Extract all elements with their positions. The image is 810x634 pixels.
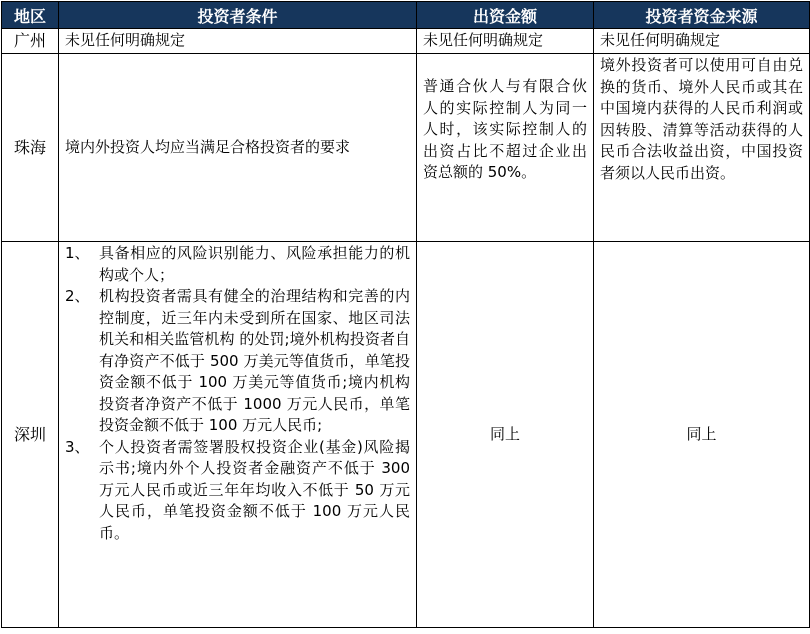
conditions-cell: 未见任何明确规定 [59, 29, 417, 54]
conditions-cell [59, 242, 417, 628]
amount-cell: 同上 [417, 242, 594, 628]
list-item-text: 机构投资者需具有健全的治理结构和完善的内控制度，近三年内未受到所在国家、地区司法机关和相关监管机构 的处罚;境外机构投资者自有净资产不低于 500 万美元等值货币，单笔投资金额不低于 100 万美元等值货币;境内机构投资者净资产不低于 1000 万元人民币，单笔投资金额不低于 100 万元人民币; [99, 287, 410, 434]
list-item-text: 具备相应的风险识别能力、风险承担能力的机构或个人； [99, 244, 410, 284]
header-contribution-amount: 出资金额 [417, 2, 594, 29]
region-cell: 广州 [2, 29, 59, 54]
conditions-cell: 境内外投资人均应当满足合格投资者的要求 [59, 54, 417, 242]
table-row [2, 29, 810, 54]
list-item [65, 437, 410, 545]
table-header-row [2, 2, 810, 29]
amount-cell: 普通合伙人与有限合伙人的实际控制人为同一人时，该实际控制人的出资占比不超过企业出资总额的 50%。 [417, 54, 594, 242]
source-cell: 同上 [594, 242, 810, 628]
amount-cell: 未见任何明确规定 [417, 29, 594, 54]
table-row [2, 54, 810, 242]
source-cell: 境外投资者可以使用可自由兑换的货币、境外人民币或其在中国境内获得的人民币利润或因转股、清算等活动获得的人民币合法收益出资，中国投资者须以人民币出资。 [594, 54, 810, 242]
header-region: 地区 [2, 2, 59, 29]
region-cell: 深圳 [2, 242, 59, 628]
source-cell: 未见任何明确规定 [594, 29, 810, 54]
table-row [2, 242, 810, 628]
header-investor-conditions: 投资者条件 [59, 2, 417, 29]
investor-requirements-table [1, 1, 810, 628]
list-item-text: 个人投资者需签署股权投资企业(基金)风险揭示书;境内外个人投资者金融资产不低于 300 万元人民币或近三年年均收入不低于 50 万元人民币，单笔投资金额不低于 100 万元人民币。 [99, 437, 410, 542]
conditions-list [65, 243, 410, 544]
region-cell: 珠海 [2, 54, 59, 242]
list-item-number: 2、 [65, 287, 90, 305]
list-item-number: 3、 [65, 437, 90, 456]
list-item [65, 243, 410, 286]
list-item [65, 286, 410, 437]
list-item-number: 1、 [65, 244, 90, 262]
header-fund-source: 投资者资金来源 [594, 2, 810, 29]
